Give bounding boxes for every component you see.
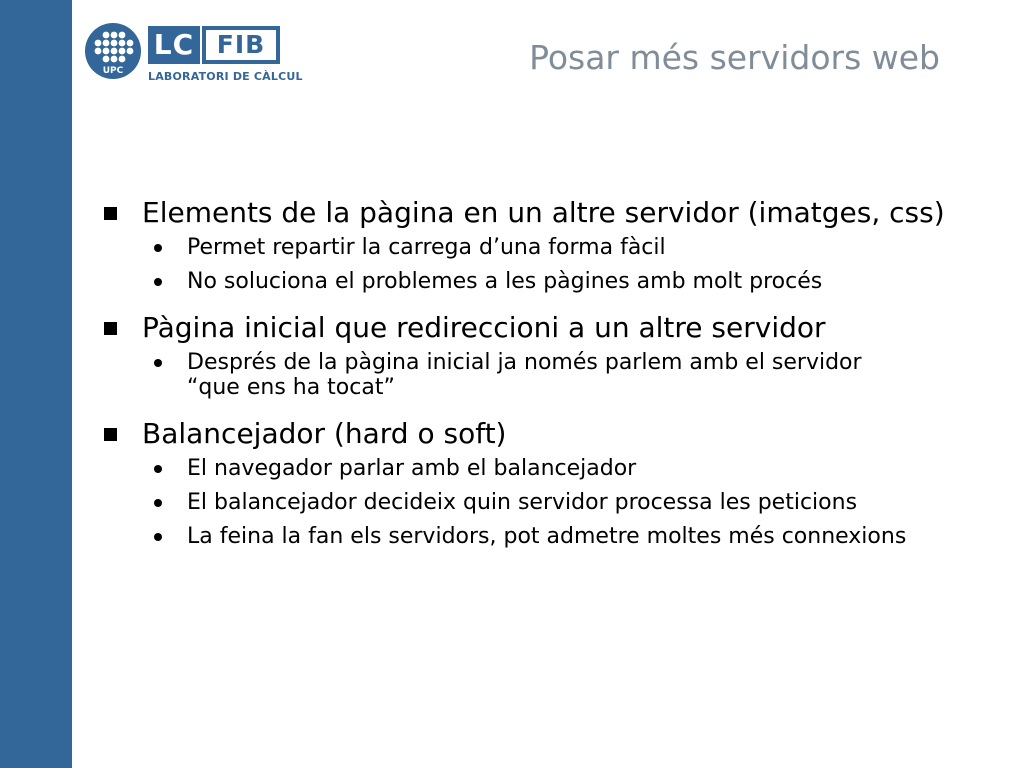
main-bullet-text: Balancejador (hard o soft) bbox=[142, 417, 507, 450]
section bbox=[104, 414, 1014, 549]
sub-bullet-text bbox=[187, 350, 862, 400]
main-bullet-text: Elements de la pàgina en un altre servidor (imatges, css) bbox=[142, 196, 945, 229]
main-bullet bbox=[104, 308, 1014, 348]
section bbox=[104, 193, 1014, 294]
fib-logo-text: FIB bbox=[206, 30, 276, 60]
sub-bullet-text: No soluciona el problemes a les pàgines amb molt procés bbox=[187, 269, 823, 294]
slide-title: Posar més servidors web bbox=[529, 38, 940, 77]
sub-bullet-text-line: Després de la pàgina inicial ja només parlem amb el servidor bbox=[187, 350, 862, 375]
dot-bullet-icon bbox=[154, 278, 162, 286]
sub-bullet-text: El balancejador decideix quin servidor processa les peticions bbox=[187, 490, 858, 515]
sub-bullet-text: El navegador parlar amb el balancejador bbox=[187, 456, 637, 481]
svg-text:UPC: UPC bbox=[102, 66, 124, 76]
sub-list bbox=[154, 456, 1014, 549]
lab-logo-caption: LABORATORI DE CÀLCUL bbox=[148, 70, 303, 83]
dot-bullet-icon bbox=[154, 359, 162, 367]
sub-bullet bbox=[154, 524, 1014, 549]
dot-bullet-icon bbox=[154, 465, 162, 473]
section bbox=[104, 308, 1014, 400]
dot-bullet-icon bbox=[154, 499, 162, 507]
main-bullet bbox=[104, 193, 1014, 233]
dot-bullet-icon bbox=[154, 533, 162, 541]
slide-content bbox=[104, 193, 1014, 563]
left-sidebar-band bbox=[0, 0, 72, 768]
upc-seal-logo bbox=[84, 22, 142, 80]
sub-bullet bbox=[154, 269, 1014, 294]
sub-list bbox=[154, 350, 1014, 400]
square-bullet-icon bbox=[104, 207, 117, 220]
main-bullet bbox=[104, 414, 1014, 454]
fib-logo-frame bbox=[202, 26, 280, 64]
sub-bullet bbox=[154, 235, 1014, 260]
sub-list bbox=[154, 235, 1014, 294]
main-bullet-text: Pàgina inicial que redireccioni a un altre servidor bbox=[142, 311, 826, 344]
sub-bullet bbox=[154, 490, 1014, 515]
square-bullet-icon bbox=[104, 428, 117, 441]
sub-bullet bbox=[154, 456, 1014, 481]
lc-logo-text: LC bbox=[148, 26, 200, 64]
square-bullet-icon bbox=[104, 322, 117, 335]
sub-bullet-text: La feina la fan els servidors, pot admetre moltes més connexions bbox=[187, 524, 907, 549]
sub-bullet-text-line: “que ens ha tocat” bbox=[187, 375, 395, 400]
lcfib-logo bbox=[82, 18, 303, 90]
sub-bullet-text: Permet repartir la carrega d’una forma fàcil bbox=[187, 235, 666, 260]
dot-bullet-icon bbox=[154, 244, 162, 252]
sub-bullet bbox=[154, 350, 1014, 400]
